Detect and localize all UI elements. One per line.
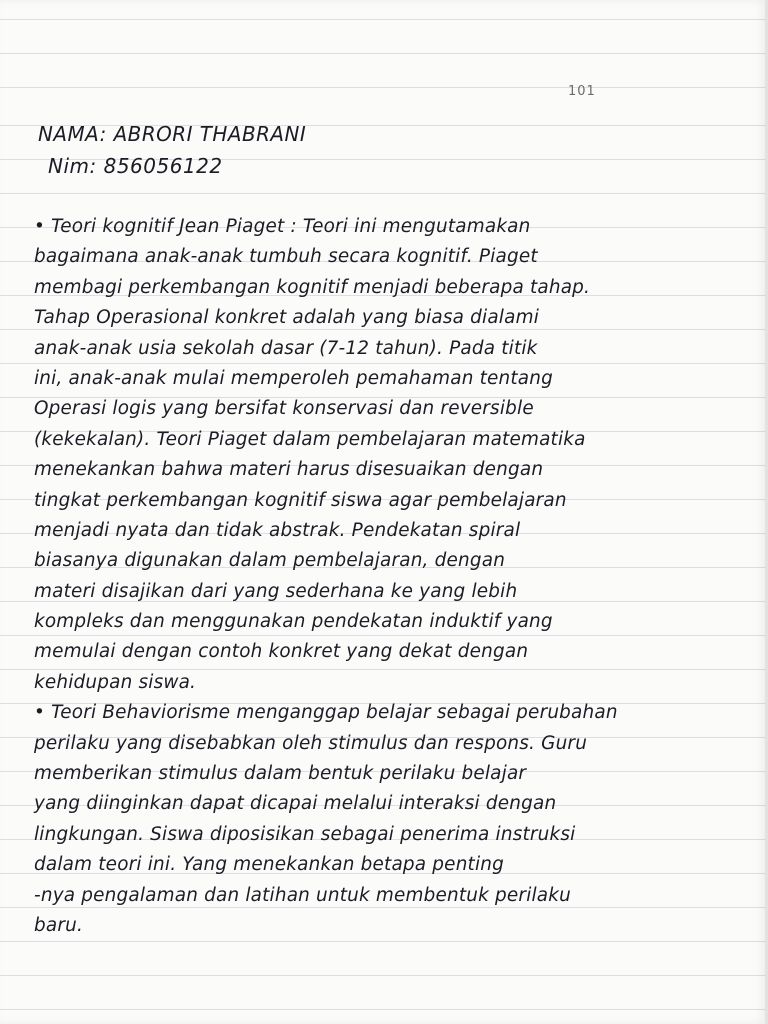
text-line: memulai dengan contoh konkret yang dekat dengan: [34, 641, 529, 663]
text-line: (kekekalan). Teori Piaget dalam pembelajaran matematika: [34, 428, 586, 450]
text-line: Tahap Operasional konkret adalah yang biasa dialami: [34, 307, 539, 329]
text-line: biasanya digunakan dalam pembelajaran, dengan: [34, 550, 506, 572]
text-line: -nya pengalaman dan latihan untuk membentuk perilaku: [34, 884, 571, 906]
text-line: menjadi nyata dan tidak abstrak. Pendekatan spiral: [34, 519, 521, 541]
text-line: • Teori Behaviorisme menganggap belajar sebagai perubahan: [34, 702, 618, 724]
page-number: 101: [568, 84, 596, 99]
student-nim: Nim: 856056122: [48, 154, 223, 178]
text-line: yang diinginkan dapat dicapai melalui interaksi dengan: [34, 793, 557, 815]
handwritten-body: [34, 212, 758, 941]
text-line: baru.: [34, 914, 84, 936]
paragraph-behaviorism: [34, 698, 758, 941]
text-line: perilaku yang disebabkan oleh stimulus dan respons. Guru: [34, 732, 588, 754]
text-line: memberikan stimulus dalam bentuk perilaku belajar: [34, 763, 527, 785]
text-line: kompleks dan menggunakan pendekatan induktif yang: [34, 611, 553, 633]
text-line: anak-anak usia sekolah dasar (7-12 tahun). Pada titik: [34, 337, 538, 359]
text-line: kehidupan siswa.: [34, 671, 197, 693]
text-line: ini, anak-anak mulai memperoleh pemahaman tentang: [34, 367, 553, 389]
text-line: materi disajikan dari yang sederhana ke yang lebih: [34, 580, 518, 602]
text-line: bagaimana anak-anak tumbuh secara kognitif. Piaget: [34, 246, 538, 268]
text-line: menekankan bahwa materi harus disesuaikan dengan: [34, 459, 544, 481]
paragraph-piaget: [34, 212, 758, 698]
student-header: [38, 118, 738, 182]
text-line: lingkungan. Siswa diposisikan sebagai penerima instruksi: [34, 823, 576, 845]
text-line: tingkat perkembangan kognitif siswa agar pembelajaran: [34, 489, 567, 511]
text-line: • Teori kognitif Jean Piaget : Teori ini mengutamakan: [34, 216, 531, 237]
text-line: Operasi logis yang bersifat konservasi dan reversible: [34, 398, 534, 420]
text-line: dalam teori ini. Yang menekankan betapa penting: [34, 854, 504, 876]
student-name: NAMA: ABRORI THABRANI: [38, 122, 307, 146]
text-line: membagi perkembangan kognitif menjadi beberapa tahap.: [34, 276, 591, 298]
